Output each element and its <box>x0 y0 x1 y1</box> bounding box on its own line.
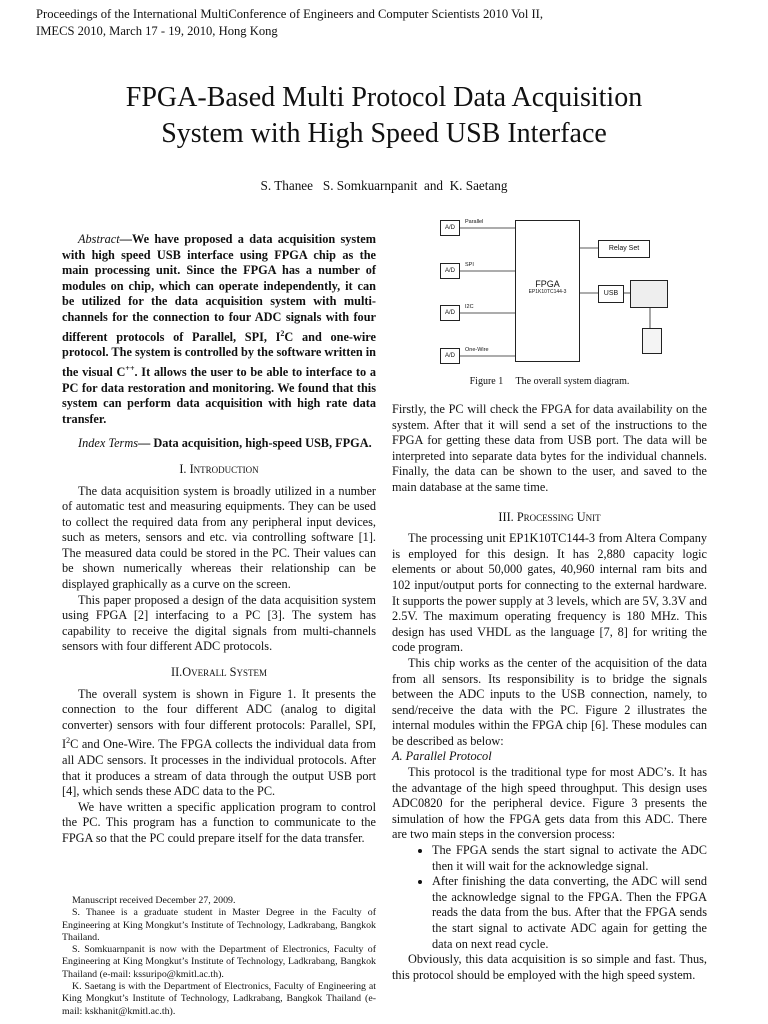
fpga-part-label: EP1K10TC144-3 <box>528 289 567 295</box>
adc-box-1: A/D <box>440 220 460 236</box>
title-line-1: FPGA-Based Multi Protocol Data Acquisition <box>125 82 643 113</box>
proceedings-line-1: Proceedings of the International MultiConference of Engineers and Computer Scientists 2010 Vol II, <box>36 7 544 21</box>
section-1-heading: I. Introduction <box>179 461 259 476</box>
adc-box-2: A/D <box>440 263 460 279</box>
conversion-step-2: • After finishing the data converting, the ADC will send the acknowledge signal to the FPGA. Then the FPGA reads the data from the bus. After that the FPGA sends the start signal to activate ADC again for getting the data on next read cycle. <box>432 874 707 952</box>
intro-paragraph-2: This paper proposed a design of the data acquisition system using FPGA [2] interfacing to a PC [3]. The system has capability to receive the digital signals from multi-channels sensors with four different ADC protocols. <box>62 592 376 654</box>
bus-label-i2c: I2C <box>465 304 474 310</box>
processing-paragraph-1: The processing unit EP1K10TC144-3 from Altera Company is employed for this design. It has 2,880 capacity logic elements or about 50,000 gates, 40,960 internal ram bits and 102 input/output ports for connecting to the external hardware. It supports the power supply at 3 levels, which are 5V, 3.3V and 2.5V. The maximum operating frequency is 180 MHz. This design has used VHDL as the language [7, 8] for writing the code program. <box>392 531 707 655</box>
figure-1-system-diagram <box>430 208 680 368</box>
figure-1-caption: Figure 1 The overall system diagram. <box>469 376 630 387</box>
section-3-heading: III. Processing Unit <box>498 509 601 524</box>
abstract-label: Abstract <box>78 232 120 246</box>
overall-paragraph-1: The overall system is shown in Figure 1. It presents the connection to the four different ADC (analog to digital converter) sensors with four different protocols: Parallel, SPI, $I^2C$ and One-Wire. The FPGA collects the individual data from all ADC sensors. It processes in the individual protocols. After that it produces a stream of data through the output USB port [4], which sends these ADC data to the PC. <box>62 686 376 799</box>
paper-title <box>0 80 768 152</box>
subsection-a-heading: A. Parallel Protocol <box>392 749 492 764</box>
footnote-received: Manuscript received December 27, 2009. <box>72 895 236 906</box>
authors: S. Thanee S. Somkuarnpanit and K. Saetang <box>260 178 508 193</box>
conversion-steps-list <box>392 843 707 952</box>
adc-box-4: A/D <box>440 348 460 364</box>
proceedings-line-2: IMECS 2010, March 17 - 19, 2010, Hong Kong <box>36 24 278 38</box>
relay-set-box: Relay Set <box>598 240 650 258</box>
overall-paragraph-2: We have written a specific application program to control the PC. This program has a function to communicate to the FPGA so that the PC could prepare itself for the data transfer. <box>62 799 376 846</box>
footnote-author-1: S. Thanee is a graduate student in Master Degree in the Faculty of Engineering at King Mongkut’s Institute of Technology, Ladkrabang, Bangkok Thailand. <box>62 907 376 943</box>
left-column <box>62 232 376 847</box>
processing-paragraph-2: This chip works as the center of the acquisition of the data from all sensors. Its responsibility is to bridge the signals between the ADC inputs to the USB connection, namely, to send/receive the data with the PC. Figure 2 illustrates the internal modules within the FPGA chip [6]. These modules can be described as below: <box>392 655 707 748</box>
title-line-2: System with High Speed USB Interface <box>161 118 607 149</box>
bus-label-spi: SPI <box>465 262 474 268</box>
section-2-heading: II.Overall System <box>170 665 268 680</box>
bus-label-onewire: One-Wire <box>465 347 489 353</box>
bus-label-parallel: Parallel <box>465 219 484 225</box>
intro-paragraph-1: The data acquisition system is broadly utilized in a number of automatic test and measuring equipments. They can be used to collect the required data from any peripheral input devices, such as meters, sensors and etc. via controlling software [1]. The measured data could be stored in the PC. Their values can be shown numerically whereas their relationship can be displayed graphically as a curve on the screen. <box>62 483 376 592</box>
pc-tower-icon <box>642 328 662 354</box>
parallel-paragraph-1: This protocol is the traditional type for most ADC’s. It has the advantage of the high speed throughput. This design uses ADC0820 for the peripheral device. Figure 3 presents the simulation of how the FPGA gets data from this ADC. There are two main steps in the conversion process: <box>392 765 707 842</box>
adc-box-3: A/D <box>440 305 460 321</box>
fpga-block <box>515 220 580 362</box>
right-column <box>392 402 707 983</box>
index-terms-label: Index Terms <box>78 436 139 451</box>
fpga-label: FPGA <box>535 279 560 289</box>
footnote-author-3: K. Saetang is with the Department of Electronics, Faculty of Engineering at King Mongkut’s Institute of Technology, Ladkrabang, Bangkok Thailand (e-mail: kskhanit@kmitl.ac.th). <box>62 981 376 1017</box>
footnotes <box>62 895 376 1018</box>
abstract: Abstract—We have proposed a data acquisition system with high speed USB interface using FPGA chip as the main processing unit. Since the FPGA has a number of modules on chip, which can operate independently, it can be utilized for the data acquisition system with multi-channels for the connection to four ADC signals with four different protocols of Parallel, SPI, $I^2C$ and one-wire protocol. The system is controlled by the software written in the visual C++. It allows the user to be able to interface to a PC for data restoration and monitoring. We found that this system can perform data acquisition with high rate data transfer. <box>62 232 377 426</box>
proceedings-header <box>36 6 543 40</box>
pc-monitor-icon <box>630 280 668 308</box>
parallel-paragraph-2: Obviously, this data acquisition is so simple and fast. Thus, this protocol should be employed with the high speed system. <box>392 952 707 982</box>
index-terms: Index Terms— Data acquisition, high-speed USB, FPGA. <box>78 436 372 451</box>
overall-continued-paragraph: Firstly, the PC will check the FPGA for data availability on the system. After that it will send a set of the instructions to the FPGA for getting these data from USB port. The data will be interpreted into separate data bytes for the individual channels. Finally, the data can be shown to the user, and saved to the main database at the same time. <box>392 402 707 494</box>
footnote-author-2: S. Somkuarnpanit is now with the Department of Electronics, Faculty of Engineering at King Mongkut’s Institute of Technology, Ladkrabang, Bangkok Thailand (e-mail: kssuripo@kmitl.ac.th). <box>62 944 376 980</box>
conversion-step-1: • The FPGA sends the start signal to activate the ADC then it will wait for the acknowledge signal. <box>432 843 707 874</box>
usb-box: USB <box>598 285 624 303</box>
